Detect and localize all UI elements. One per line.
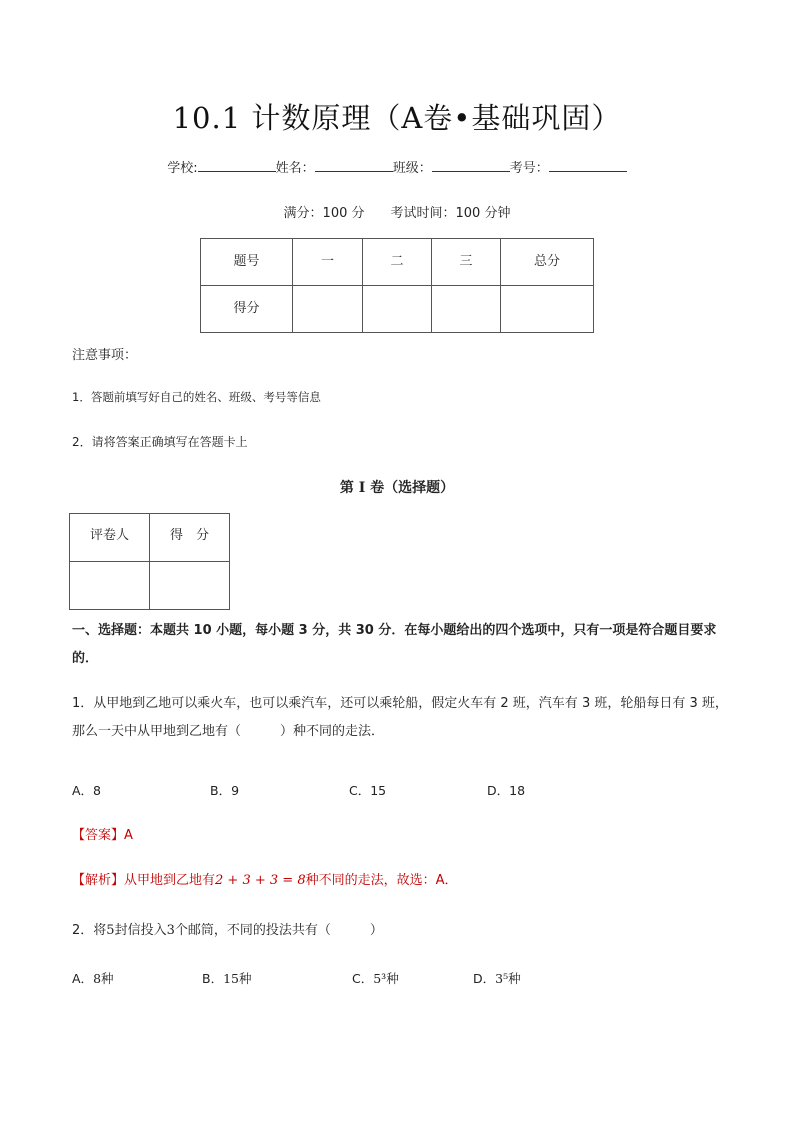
notes-heading: 注意事项： [72,348,138,363]
answer-tag: 【答案】 [72,828,125,843]
class-blank [432,159,510,172]
answer-value: A [124,828,133,843]
analysis-formula: 2 + 3 + 3 = 8 [215,873,306,888]
score-info [0,202,794,221]
grade-row-label: 得分 [201,286,293,333]
section-title: 第 I 卷（选择题） [339,480,455,496]
student-info-line [0,157,794,176]
analysis-text: 种不同的走法，故选：A． [305,873,458,888]
option-unit: 种 [238,971,252,986]
analysis-tag: 【解析】 [72,873,125,888]
grade-header-cell: 一 [293,239,363,286]
option-math: 3⁵ [495,971,509,986]
option-d [473,969,521,987]
school-blank [198,159,276,172]
option-unit: 种 [386,971,399,986]
grade-header-cell: 总分 [501,239,594,286]
reviewer-table [69,513,230,610]
option-math: 5³ [373,971,387,986]
option-b [202,969,252,987]
exam-no-label: 考号： [509,161,549,176]
option-label: C． [352,971,374,986]
option-a [72,969,114,987]
q2-number: 3 [166,923,175,938]
option-math: 8 [93,971,102,986]
name-blank [315,159,393,172]
note-item: 1．答题前填写好自己的姓名、班级、考号等信息 [72,390,321,404]
option-c [352,969,399,987]
option-label: B． [202,971,224,986]
question-2-text [72,919,383,938]
exam-time: 考试时间：100 分钟 [390,206,511,221]
option-label: D． [473,971,496,986]
grade-score-cell [501,286,594,333]
school-label: 学校: [167,161,198,176]
grade-header-cell: 二 [363,239,432,286]
q2-number: 5 [106,923,115,938]
answer-line [72,824,133,843]
option-unit: 种 [508,971,521,986]
option-math: 15 [223,971,239,986]
part1-heading: 一、选择题：本题共 10 小题，每小题 3 分，共 30 分．在每小题给出的四个选项中，只有一项是符合题目要求的． [72,623,717,666]
option-a: A．8 [72,783,102,798]
class-label: 班级： [392,161,432,176]
page-title: 10.1 计数原理（A卷•基础巩固） [172,101,622,135]
reviewer-cell [70,562,150,610]
q2-text: 2．将 [72,923,107,938]
analysis-line [72,869,458,888]
analysis-text: 从甲地到乙地有 [124,873,216,888]
q2-text: 封信投入 [114,923,167,938]
option-d: D．18 [487,783,526,798]
option-c: C．15 [349,783,387,798]
option-unit: 种 [101,971,114,986]
grade-header-cell: 题号 [201,239,293,286]
reviewer-label: 评卷人 [70,514,150,562]
score-cell [150,562,230,610]
exam-no-blank [549,159,627,172]
grade-score-cell [293,286,363,333]
question-1-text: 1．从甲地到乙地可以乘火车，也可以乘汽车，还可以乘轮船，假定火车有 2 班，汽车有 3 班，轮船每日有 3 班，那么一天中从甲地到乙地有（ ）种不同的走法． [72,696,728,739]
q2-text: 个邮筒，不同的投法共有（ ） [174,923,383,938]
option-label: A． [72,971,94,986]
note-item: 2．请将答案正确填写在答题卡上 [72,435,248,449]
grade-table [200,238,594,333]
name-label: 姓名： [275,161,315,176]
score-label: 得 分 [150,514,230,562]
grade-header-cell: 三 [432,239,501,286]
full-score: 满分：100 分 [283,206,365,221]
option-b: B．9 [210,783,240,798]
grade-score-cell [432,286,501,333]
grade-score-cell [363,286,432,333]
